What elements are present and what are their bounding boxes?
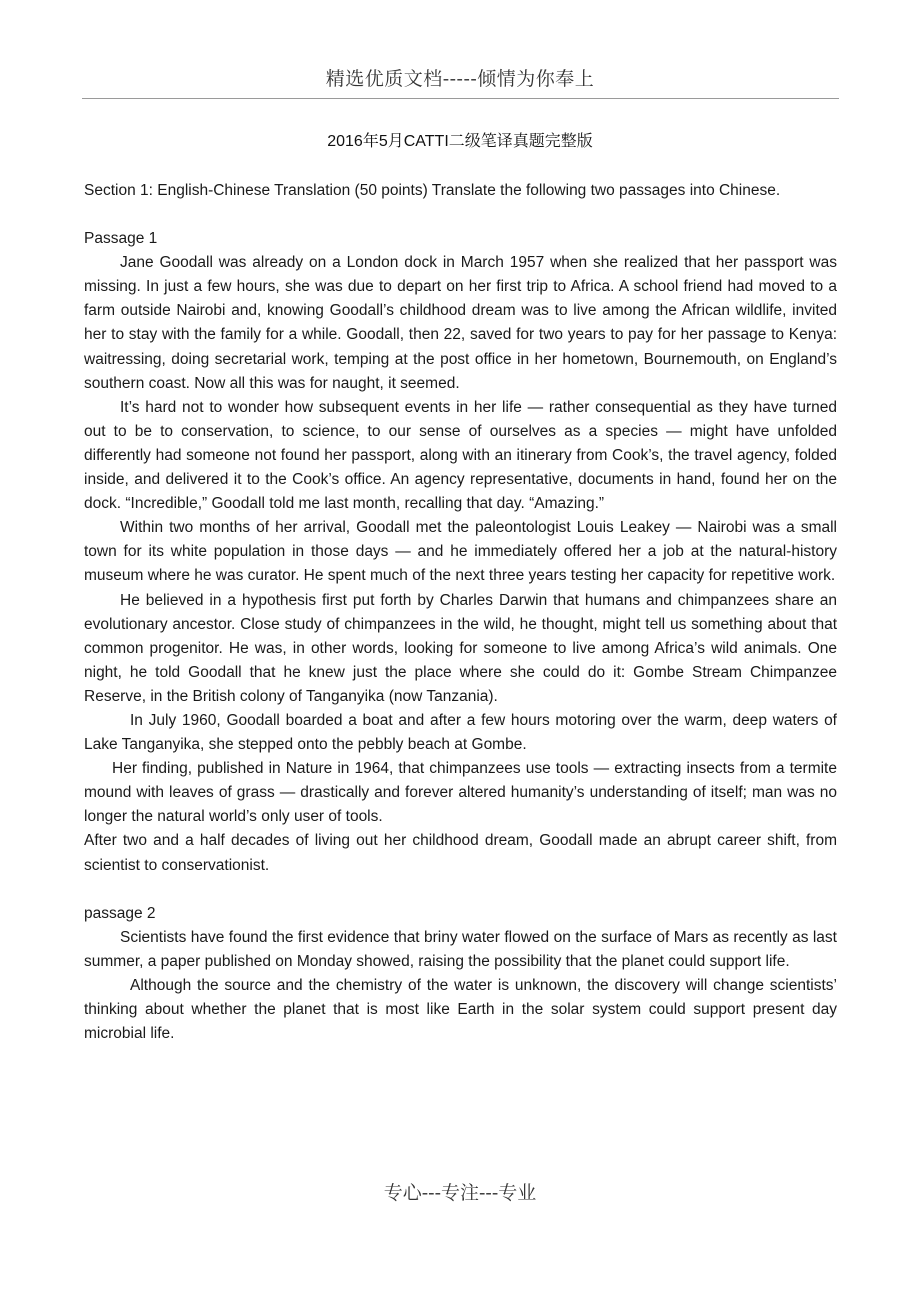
passage-1-paragraph-4: He believed in a hypothesis first put forth by Charles Darwin that humans and chimpanzees share an evolutionary ancestor. Close study of chimpanzees in the wild, he thought, might tell us something about that common progenitor. He was, in other words, looking for someone to live among Africa’s wild animals. One night, he told Goodall that he knew just the place where she could do it: Gombe Stream Chimpanzee Reserve, in the British colony of Tanganyika (now Tanzania). [84, 591, 837, 705]
passage-2-paragraph-2: Although the source and the chemistry of the water is unknown, the discovery will change scientists’ thinking about whether the planet that is most like Earth in the solar system could support present day microbial life. [84, 976, 837, 1043]
passage-1-paragraph-1: Jane Goodall was already on a London dock in March 1957 when she realized that her passport was missing. In just a few hours, she was due to depart on her first trip to Africa. A school friend had moved to a farm outside Nairobi and, knowing Goodall’s childhood dream was to live among the African wildlife, invited her to stay with the family for a while. Goodall, then 22, saved for two years to pay for her passage to Kenya: waitressing, doing secretarial work, temping at the post office in her hometown, Bournemouth, on England’s southern coast. Now all this was for naught, it seemed. [84, 254, 837, 392]
passage-1-paragraph-3: Within two months of her arrival, Goodall met the paleontologist Louis Leakey — Nairobi was a small town for its white population in those days — and he immediately offered her a job at the natural-history museum where he was curator. He spent much of the next three years testing her capacity for repetitive work. [84, 519, 837, 585]
passage-1-paragraph-5: In July 1960, Goodall boarded a boat and after a few hours motoring over the warm, deep waters of Lake Tanganyika, she stepped onto the pebbly beach at Gombe. [84, 711, 837, 754]
passage-1-paragraph-6: Her finding, published in Nature in 1964, that chimpanzees use tools — extracting insects from a termite mound with leaves of grass — drastically and forever altered humanity’s understanding of itself; man was no longer the natural world’s only user of tools. [84, 760, 837, 826]
passage-2-label: passage 2 [84, 904, 156, 922]
passage-1-label: Passage 1 [84, 230, 158, 248]
page-header: 精选优质文档-----倾情为你奉上 [325, 68, 595, 90]
passage-2-paragraph-1: Scientists have found the first evidence that briny water flowed on the surface of Mars as recently as last summer, a paper published on Monday showed, raising the possibility that the planet could support life. [84, 928, 837, 970]
passage-1-paragraph-2: It’s hard not to wonder how subsequent events in her life — rather consequential as they have turned out to be to conservation, to science, to our sense of ourselves as a species — might have unfolded differently had someone not found her passport, along with an itinerary from Cook’s, the travel agency, folded inside, and delivered it to the Cook’s office. An agency representative, documents in hand, found her on the dock. “Incredible,” Goodall told me last month, recalling that day. “Amazing.” [84, 398, 837, 513]
paragraph-gap [84, 878, 837, 902]
passage-1-paragraph-7: After two and a half decades of living out her childhood dream, Goodall made an abrupt career shift, from scientist to conservationist. [84, 832, 837, 874]
document-body [84, 179, 837, 1046]
page-footer: 专心---专注---专业 [383, 1182, 537, 1204]
header-divider [82, 98, 839, 99]
document-title: 2016年5月CATTI二级笔译真题完整版 [327, 133, 593, 150]
section-heading: Section 1: English-Chinese Translation (50 points) Translate the following two passages into Chinese. [84, 182, 781, 199]
